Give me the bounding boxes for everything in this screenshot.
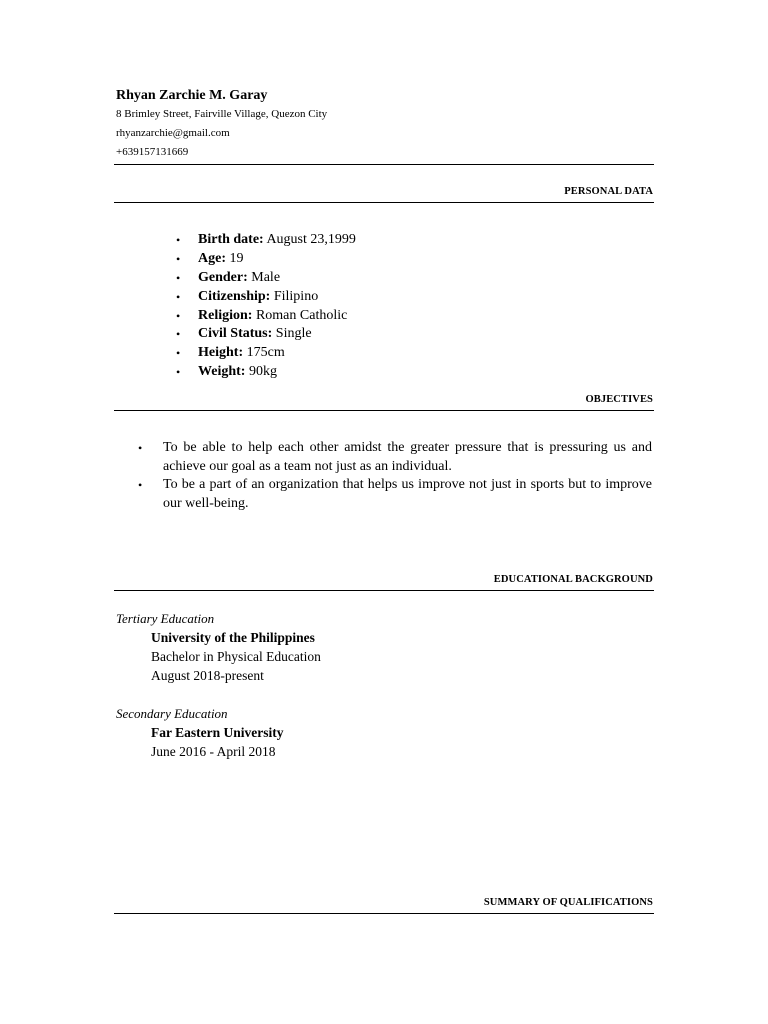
field-label: Citizenship: (198, 288, 271, 304)
attendance-dates: June 2016 - April 2018 (151, 744, 276, 759)
degree: Bachelor in Physical Education (151, 649, 321, 664)
field-label: Religion: (198, 307, 253, 323)
field-label: Age: (198, 250, 226, 266)
list-item (136, 439, 652, 476)
field-value: Roman Catholic (252, 307, 348, 323)
divider (114, 913, 654, 914)
objective-text: To be able to help each other amidst the greater pressure that is pressuring us and achieve our goal as a team not just as an individual. (163, 440, 652, 474)
attendance-dates: August 2018-present (151, 668, 264, 683)
bullet-icon: • (176, 346, 181, 361)
list-item (136, 476, 652, 513)
list-item (176, 325, 356, 344)
field-label: Gender: (198, 269, 248, 285)
address: 8 Brimley Street, Fairville Village, Quezon City (116, 108, 328, 120)
field-label: Civil Status: (198, 326, 273, 342)
section-title-objectives: OBJECTIVES (585, 394, 653, 405)
bullet-icon: • (176, 327, 181, 342)
bullet-icon: • (176, 233, 181, 247)
list-item (176, 363, 356, 382)
objectives-list (136, 439, 652, 513)
applicant-name: Rhyan Zarchie M. Garay (116, 88, 268, 103)
divider (114, 202, 654, 203)
bullet-icon: • (176, 251, 181, 266)
list-item (176, 288, 356, 307)
list-item (176, 344, 356, 363)
list-item (176, 307, 356, 326)
field-value: 19 (226, 250, 244, 266)
section-title-qualifications: SUMMARY OF QUALIFICATIONS (483, 897, 653, 908)
email: rhyanzarchie@gmail.com (116, 127, 230, 139)
education-category: Tertiary Education (116, 611, 215, 626)
field-label: Height: (198, 345, 244, 361)
school-name: Far Eastern University (151, 725, 284, 740)
field-value: 175cm (243, 345, 285, 361)
bullet-icon: • (138, 441, 143, 455)
section-title-personal-data: PERSONAL DATA (564, 186, 653, 197)
phone: +639157131669 (116, 146, 189, 158)
field-value: Single (272, 326, 312, 342)
field-value: Male (247, 269, 281, 285)
field-value: Filipino (270, 288, 319, 304)
field-label: Weight: (198, 364, 246, 380)
bullet-icon: • (176, 289, 181, 304)
list-item (176, 231, 356, 250)
bullet-icon: • (176, 365, 181, 380)
field-value: August 23,1999 (263, 232, 356, 247)
divider (114, 410, 654, 411)
field-label: Birth date: (198, 232, 264, 247)
list-item (176, 250, 356, 269)
bullet-icon: • (176, 270, 181, 285)
personal-data-list (176, 231, 356, 382)
bullet-icon: • (138, 478, 143, 492)
divider (114, 164, 654, 165)
school-name: University of the Philippines (151, 630, 315, 645)
section-title-education: EDUCATIONAL BACKGROUND (493, 574, 653, 585)
bullet-icon: • (176, 308, 181, 323)
divider (114, 590, 654, 591)
field-value: 90kg (245, 364, 277, 380)
list-item (176, 269, 356, 288)
education-category: Secondary Education (116, 706, 228, 721)
objective-text: To be a part of an organization that helps us improve not just in sports but to improve our well-being. (163, 477, 652, 511)
